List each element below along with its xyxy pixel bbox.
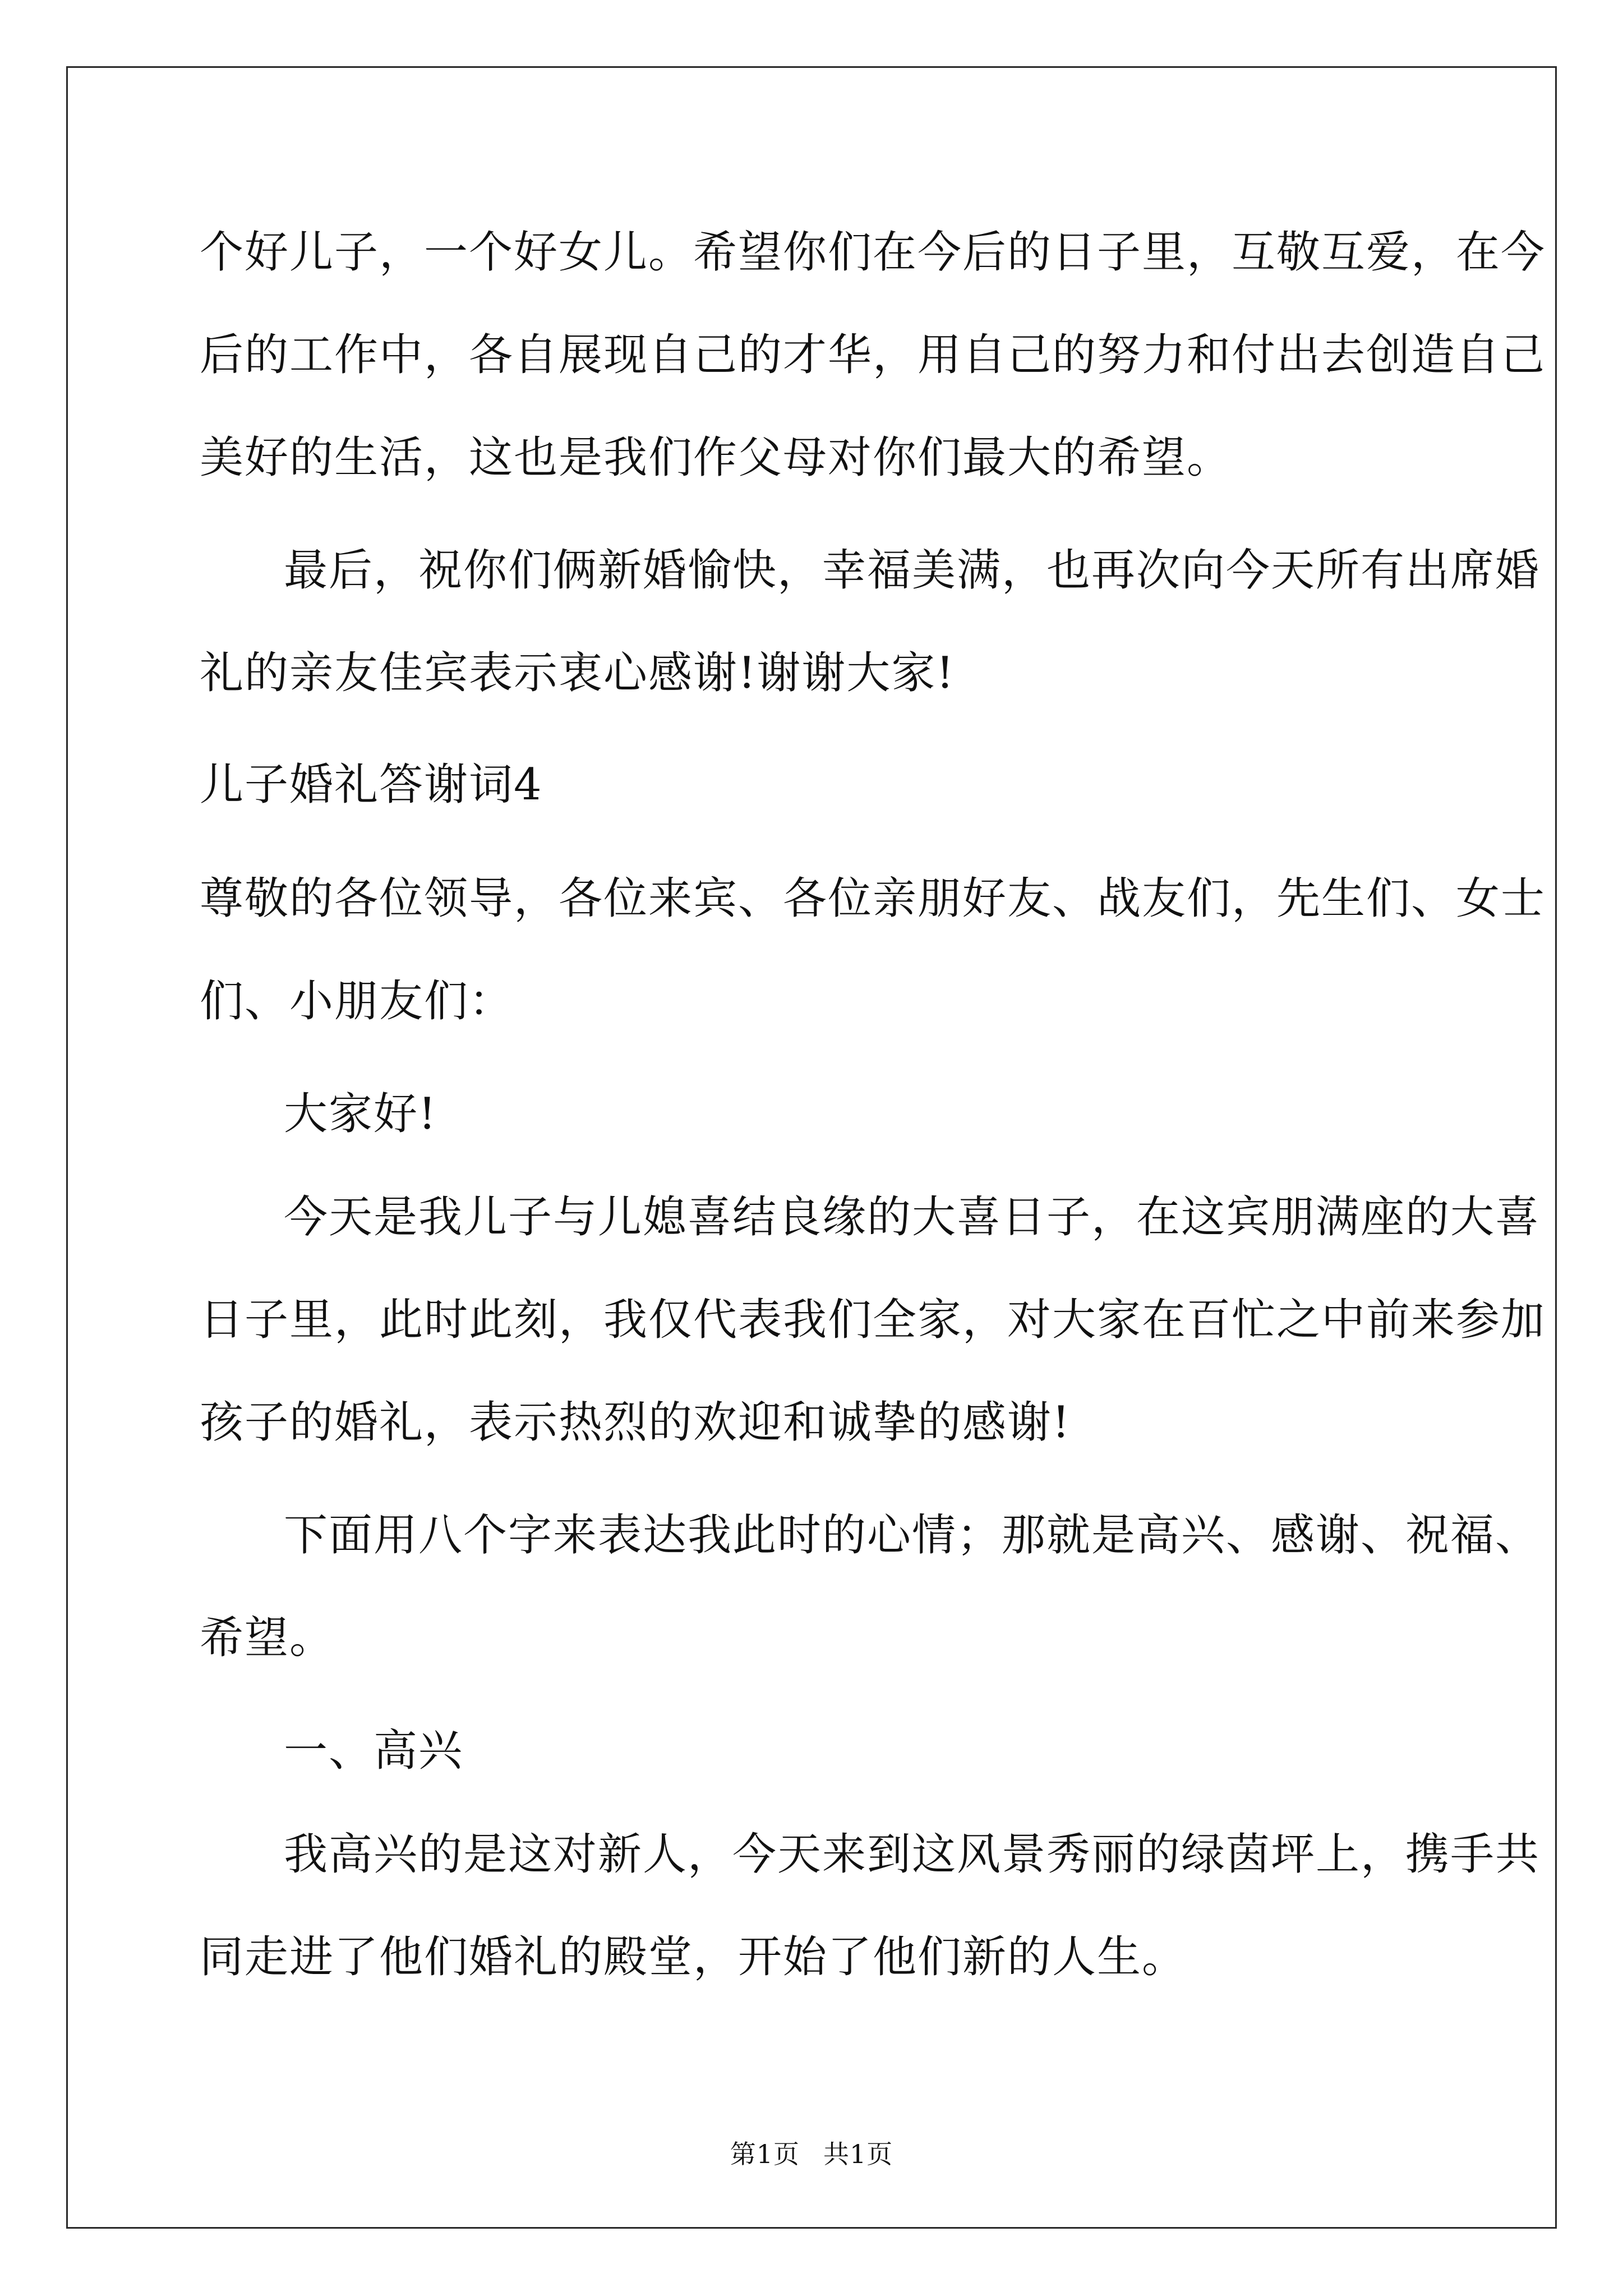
page-total: 共1页	[823, 2139, 893, 2169]
page-number: 第1页	[730, 2139, 800, 2169]
text-line: 个好儿子，一个好女儿。希望你们在今后的日子里，互敬互爱，在今	[200, 227, 1546, 278]
paragraph-start: 我高兴的是这对新人，今天来到这风景秀丽的绿茵坪上，携手共	[284, 1829, 1541, 1880]
page-border	[66, 66, 1557, 2229]
text-line: 日子里，此时此刻，我仅代表我们全家，对大家在百忙之中前来参加	[200, 1295, 1546, 1345]
paragraph-start: 下面用八个字来表达我此时的心情；那就是高兴、感谢、祝福、	[284, 1510, 1541, 1561]
salutation-line: 尊敬的各位领导，各位来宾、各位亲朋好友、战友们，先生们、女士	[200, 873, 1546, 924]
paragraph-start: 今天是我儿子与儿媳喜结良缘的大喜日子，在这宾朋满座的大喜	[284, 1192, 1541, 1243]
text-line: 们、小朋友们：	[200, 976, 514, 1027]
section-heading: 儿子婚礼答谢词4	[200, 760, 543, 810]
subheading-line: 一、高兴	[284, 1726, 464, 1776]
text-line: 礼的亲友佳宾表示衷心感谢!谢谢大家!	[200, 648, 955, 698]
paragraph-start: 最后，祝你们俩新婚愉快，幸福美满，也再次向今天所有出席婚	[284, 545, 1541, 596]
text-line: 孩子的婚礼，表示热烈的欢迎和诚挚的感谢!	[200, 1397, 1071, 1448]
text-line: 同走进了他们婚礼的殿堂，开始了他们新的人生。	[200, 1932, 1187, 1982]
text-line: 希望。	[200, 1613, 335, 1663]
greeting-line: 大家好!	[284, 1089, 437, 1139]
text-line: 美好的生活，这也是我们作父母对你们最大的希望。	[200, 432, 1232, 483]
page-footer	[0, 2137, 1623, 2171]
text-line: 后的工作中，各自展现自己的才华，用自己的努力和付出去创造自己	[200, 330, 1546, 380]
